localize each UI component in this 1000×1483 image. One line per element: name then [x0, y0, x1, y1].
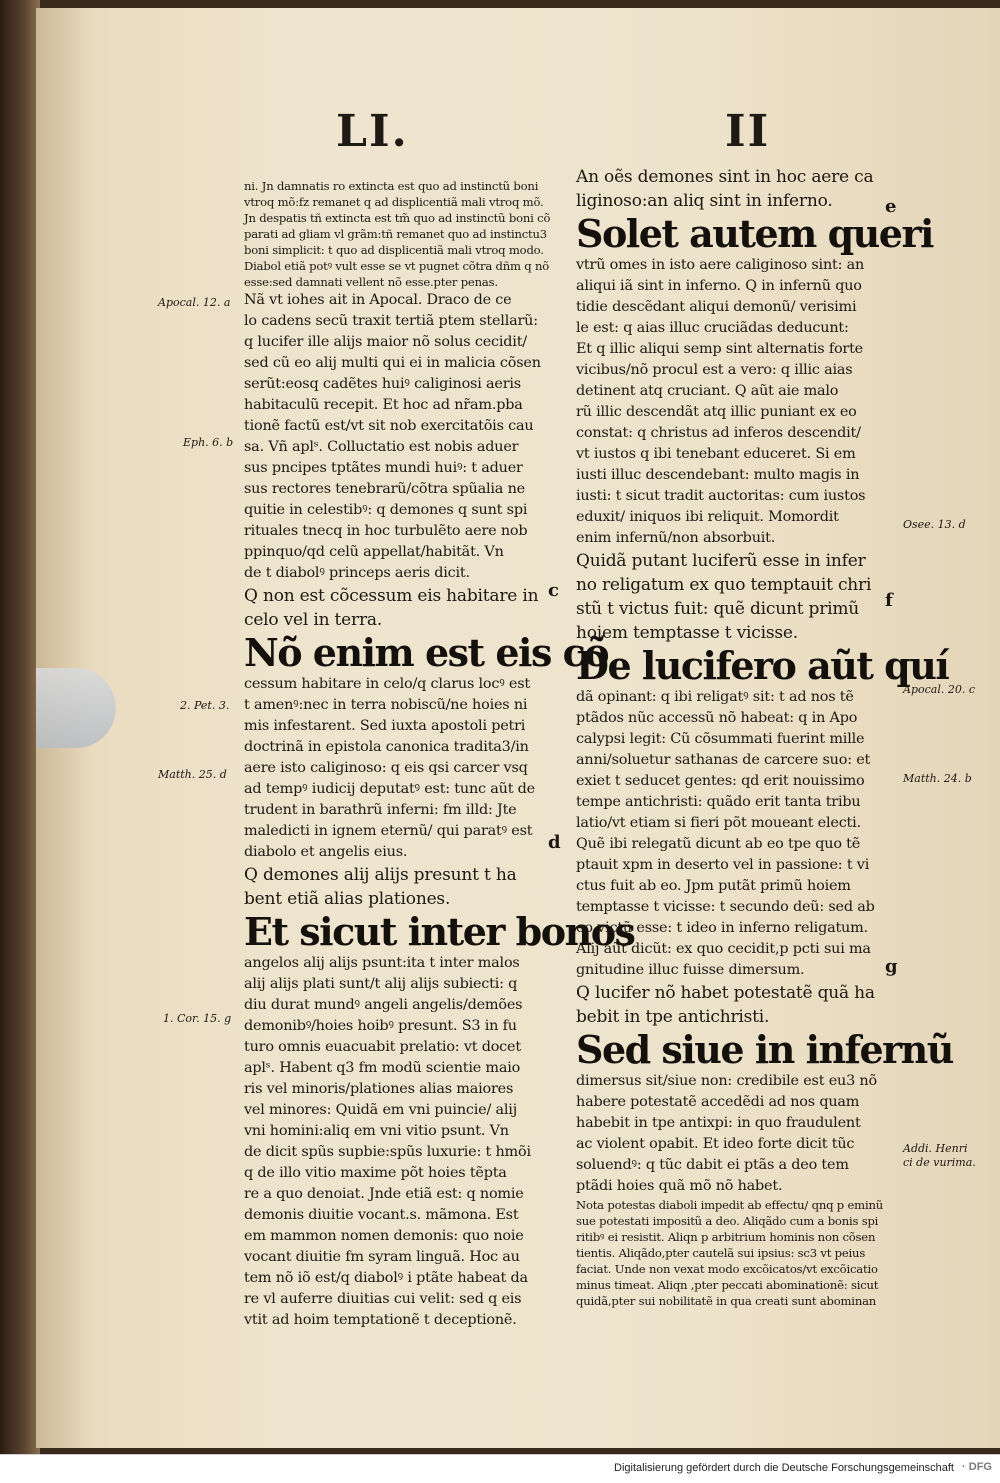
- text-line: ptãdos nũc accessũ nõ habeat: q in Apo: [576, 710, 858, 726]
- digitization-footer: [0, 1454, 1000, 1483]
- text-line: alij alijs plati sunt/t alij alijs subiecti: q: [244, 976, 518, 992]
- text-line: ac violent opabit. Et ideo forte dicit tũc: [576, 1136, 855, 1152]
- text-line: habitaculũ recepit. Et hoc ad nr̃am.pba: [244, 397, 523, 413]
- text-line: ptãdi hoies quã mõ nõ habet.: [576, 1178, 783, 1194]
- text-line: de t diabolꝰ princeps aeris dicit.: [244, 565, 470, 581]
- text-line: sed cũ eo alij multi qui ei in malicia cõsen: [244, 355, 541, 371]
- margin-note-pet-2: 2. Pet. 3.: [180, 699, 230, 712]
- text-line: detinent atq cruciant. Q aũt aie malo: [576, 383, 839, 399]
- section-heading: Nõ enim est eis cõ: [244, 630, 609, 675]
- text-line: q lucifer ille alijs maior nõ solus cecidit/: [244, 334, 527, 350]
- text-line: vni homini:aliq em vni vitio psunt. Vn: [244, 1123, 509, 1139]
- text-line: ctus fuit ab eo. Jpm putãt primũ hoiem: [576, 878, 851, 894]
- margin-note-osee-13: Osee. 13. d: [903, 518, 966, 531]
- text-line: Quẽ ibi relegatũ dicunt ab eo tpe quo tẽ: [576, 836, 861, 852]
- text-line: ritibꝰ ei resistit. Aliqn p arbitrium hominis non cõsen: [576, 1230, 876, 1244]
- margin-note-eph-6: Eph. 6. b: [183, 436, 234, 449]
- margin-note-apocal-12: Apocal. 12. a: [158, 296, 231, 309]
- text-line: tionẽ factũ est/vt sit nob exercitatõis cau: [244, 418, 534, 434]
- text-line: bent etiã alias plationes.: [244, 889, 451, 909]
- text-line: stũ t victus fuit: quẽ dicunt primũ: [576, 599, 860, 619]
- text-line: serũt:eosq cadẽtes huiꝰ caliginosi aeris: [244, 376, 521, 392]
- text-line: boni simplicit: t quo ad displicentiã mali vtroq modo.: [244, 243, 544, 257]
- text-line: quidã,pter sui nobilitatẽ in qua creati sunt abominan: [576, 1294, 877, 1308]
- text-line: mis infestarent. Sed iuxta apostoli petri: [244, 718, 526, 734]
- text-line: Nota potestas diaboli impedit ab effectu/ qnq p eminũ: [576, 1198, 883, 1212]
- text-line: re a quo denoiat. Jnde etiã est: q nomie: [244, 1186, 524, 1202]
- text-line: vicibus/nõ procul est a vero: q illic aias: [576, 362, 853, 378]
- text-line: soluendꝰ: q tũc dabit ei ptãs a deo tem: [576, 1157, 849, 1173]
- text-line: demonis diuitie vocant.s. mãmona. Est: [244, 1207, 519, 1223]
- text-line: angelos alij alijs psunt:ita t inter malos: [244, 955, 520, 971]
- text-line: doctrinã in epistola canonica tradita3/in: [244, 739, 529, 755]
- text-line: dimersus sit/siue non: credibile est eu3 nõ: [576, 1073, 877, 1089]
- text-line: constat: q christus ad inferos descendit/: [576, 425, 861, 441]
- text-line: vocant diuitie fm syram linguã. Hoc au: [244, 1249, 520, 1265]
- text-line: em mammon nomen demonis: quo noie: [244, 1228, 524, 1244]
- footer-credit: Digitalisierung gefördert durch die Deutsche Forschungsgemeinschaft: [614, 1462, 954, 1474]
- text-line: sue potestati impositũ a deo. Aliqãdo cum a bonis spi: [576, 1214, 879, 1228]
- text-line: aliqui iã sint in inferno. Q in infernũ quo: [576, 278, 862, 294]
- text-line: ptauit xpm in deserto vel in passione: t vi: [576, 857, 870, 873]
- text-line: maledicti in ignem eternũ/ qui paratꝰ est: [244, 823, 533, 839]
- text-line: Q lucifer nõ habet potestatẽ quã ha: [576, 983, 875, 1003]
- text-line: calypsi legit: Cũ cõsummati fuerint mille: [576, 731, 865, 747]
- book-gutter: [0, 0, 40, 1482]
- text-line: Nã vt iohes ait in Apocal. Draco de ce: [244, 292, 512, 308]
- text-line: q de illo vitio maxime põt hoies tẽpta: [244, 1165, 507, 1181]
- section-letter-g: g: [885, 956, 898, 977]
- text-line: ad tempꝰ iudicij deputatꝰ est: tunc aũt de: [244, 781, 535, 797]
- section-letter-e: e: [885, 196, 897, 217]
- text-line: ris vel minoris/plationes alias maiores: [244, 1081, 514, 1097]
- text-line: ppinquo/qd celũ appellat/habitãt. Vn: [244, 544, 504, 560]
- page-clip: [36, 668, 116, 748]
- text-line: iusti: t sicut tradit auctoritas: cum iustos: [576, 488, 866, 504]
- margin-note-addi-henri: Addi. Henri: [903, 1142, 968, 1155]
- margin-note-matth-24: Matth. 24. b: [903, 772, 972, 785]
- text-line: le est: q aias illuc cruciãdas deducunt:: [576, 320, 849, 336]
- text-line: gnitudine illuc fuisse dimersum.: [576, 962, 805, 978]
- margin-note-matth-25: Matth. 25. d: [158, 768, 227, 781]
- text-line: sa. Vñ aplˢ. Colluctatio est nobis aduer: [244, 439, 519, 455]
- margin-note-cor-1-15: 1. Cor. 15. g: [163, 1012, 232, 1025]
- text-line: Alij aũt dicũt: ex quo cecidit,p pcti sui ma: [576, 941, 871, 957]
- text-line: vel minores: Quidã em vni puincie/ alij: [244, 1102, 517, 1118]
- text-line: Quidã putant luciferũ esse in infer: [576, 551, 866, 571]
- folio-number-left: LI.: [336, 106, 409, 157]
- margin-note-apocal-20: Apocal. 20. c: [903, 683, 975, 696]
- dfg-logo: · DFG: [962, 1461, 992, 1473]
- text-line: habebit in tpe antixpi: in quo fraudulent: [576, 1115, 861, 1131]
- text-line: t amenꝰ:nec in terra nobiscũ/ne hoies ni: [244, 697, 528, 713]
- section-heading: Sed siue in infernũ: [576, 1027, 953, 1072]
- folio-number-right: II: [725, 106, 771, 157]
- text-line: iusti illuc descendebant: multo magis in: [576, 467, 860, 483]
- text-line: ni. Jn damnatis ro extincta est quo ad instinctũ boni: [244, 179, 539, 193]
- text-line: Q demones alij alijs presunt t ha: [244, 865, 517, 885]
- text-line: tempe antichristi: quãdo erit tanta tribu: [576, 794, 861, 810]
- left-text-column: [244, 178, 635, 1331]
- section-letter-f: f: [885, 590, 893, 611]
- text-line: Jn despatis tñ extincta est tm̃ quo ad instinctũ boni cõ: [244, 211, 551, 225]
- text-line: anni/soluetur sathanas de carcere suo: et: [576, 752, 871, 768]
- text-line: vtroq mõ:fz remanet q ad displicentiã mali vtroq mõ.: [244, 195, 544, 209]
- text-line: quitie in celestibꝰ: q demones q sunt spi: [244, 502, 528, 518]
- text-line: bebit in tpe antichristi.: [576, 1007, 770, 1027]
- text-line: rituales tnecq in hoc turbulẽto aere nob: [244, 523, 528, 539]
- section-heading: Et sicut inter bonos: [244, 909, 635, 954]
- text-line: cessum habitare in celo/q clarus locꝰ est: [244, 676, 530, 692]
- text-line: vt iustos q ibi tenebant educeret. Si em: [576, 446, 856, 462]
- text-line: de dicit spũs supbie:spũs luxurie: t hmõi: [244, 1144, 531, 1160]
- text-line: dã opinant: q ibi religatꝰ sit: t ad nos tẽ: [576, 689, 854, 705]
- text-line: temptasse t vicisse: t secundo deũ: sed ab: [576, 899, 875, 915]
- text-line: eo victũ esse: t ideo in inferno religatum.: [576, 920, 868, 936]
- text-line: trudent in barathrũ inferni: fm illd: Jte: [244, 802, 517, 818]
- text-line: aere isto caliginoso: q eis qsi carcer vsq: [244, 760, 528, 776]
- text-line: An oẽs demones sint in hoc aere ca: [576, 167, 874, 187]
- section-heading: Solet autem queri: [576, 211, 933, 256]
- text-line: Diabol etiã potꝰ vult esse se vt pugnet cõtra dñm q nõ: [244, 259, 550, 273]
- text-line: tidie descẽdant aliqui demonũ/ verisimi: [576, 299, 857, 315]
- text-line: vtit ad hoim temptationẽ t deceptionẽ.: [244, 1312, 517, 1328]
- text-line: celo vel in terra.: [244, 610, 383, 630]
- text-line: diu durat mundꝰ angeli angelis/demões: [244, 997, 523, 1013]
- text-line: rũ illic descendãt atq illic puniant ex eo: [576, 404, 857, 420]
- text-line: re vl auferre diuitias cui velit: sed q eis: [244, 1291, 522, 1307]
- section-heading: De lucifero aũt quí: [576, 643, 949, 688]
- text-line: habere potestatẽ accedẽdi ad nos quam: [576, 1094, 860, 1110]
- text-line: turo omnis euacuabit prelatio: vt docet: [244, 1039, 521, 1055]
- text-line: no religatum ex quo temptauit chri: [576, 575, 872, 595]
- text-line: Et q illic aliqui semp sint alternatis forte: [576, 341, 864, 357]
- text-line: lo cadens secũ traxit tertiã ptem stellarũ:: [244, 313, 538, 329]
- margin-note-ci-de-vurima: ci de vurima.: [903, 1156, 976, 1169]
- text-line: minus timeat. Aliqn ,pter peccati abominationẽ: sicut: [576, 1278, 879, 1292]
- text-line: eduxit/ iniquos ibi reliquit. Momordit: [576, 509, 839, 525]
- text-line: parati ad gliam vl grãm:tñ remanet quo ad instinctu3: [244, 227, 547, 241]
- text-line: aplˢ. Habent q3 fm modũ scientie maio: [244, 1060, 521, 1076]
- text-line: Q non est cõcessum eis habitare in: [244, 586, 539, 606]
- text-line: liginoso:an aliq sint in inferno.: [576, 191, 833, 211]
- text-line: esse:sed damnati vellent nõ esse.pter penas.: [244, 275, 498, 289]
- text-line: sus pncipes tptãtes mundi huiꝰ: t aduer: [244, 460, 523, 476]
- text-line: faciat. Unde non vexat modo excõicatos/vt excõicatio: [576, 1262, 878, 1276]
- section-letter-c: c: [548, 580, 559, 601]
- text-line: tem nõ iõ est/q diabolꝰ i ptãte habeat da: [244, 1270, 528, 1286]
- text-line: tientis. Aliqãdo,pter cautelã sui ipsius: sc3 vt peius: [576, 1246, 866, 1260]
- text-line: enim infernũ/non absorbuit.: [576, 530, 776, 546]
- text-line: sus rectores tenebrarũ/cõtra spũalia ne: [244, 481, 525, 497]
- text-line: vtrũ omes in isto aere caliginoso sint: an: [576, 257, 865, 273]
- text-line: latio/vt etiam si fieri põt moueant electi.: [576, 815, 861, 831]
- section-letter-d: d: [548, 832, 561, 853]
- text-line: exiet t seducet gentes: qd erit nouissimo: [576, 773, 865, 789]
- text-line: demonibꝰ/hoies hoibꝰ presunt. S3 in fu: [244, 1018, 517, 1034]
- text-line: hoiem temptasse t vicisse.: [576, 623, 798, 643]
- text-line: diabolo et angelis eius.: [244, 844, 408, 860]
